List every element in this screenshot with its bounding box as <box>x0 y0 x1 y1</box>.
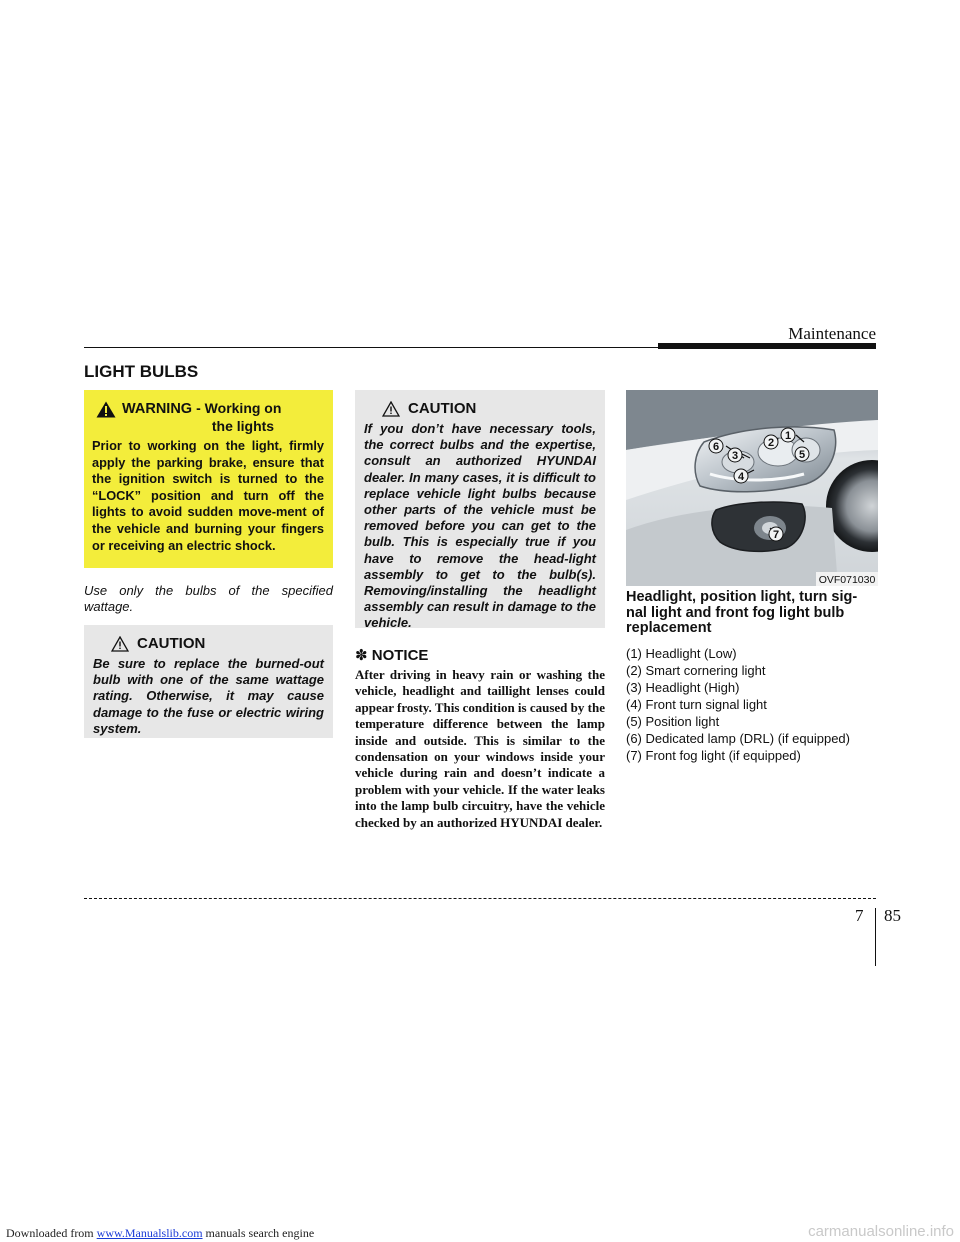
list-item: (5) Position light <box>626 714 720 729</box>
warning-label: WARNING <box>122 401 193 417</box>
notice-title: ✽ NOTICE <box>355 647 429 664</box>
caution-body: If you don’t have necessary tools, the correct bulbs and the expertise, consult an authorized HYUNDAI dealer. In many cases, it is difficult to replace vehicle light bulbs because other parts of the vehicle must be removed before you can get to the bulb. This is especially true if you have to remove the head-light assembly to get to the bulb(s). Removing/installing the headlight assembly can result in damage to the vehicle. <box>364 421 596 631</box>
subsection-title: Headlight, position light, turn sig-nal light and front fog light bulb replacement <box>626 589 858 636</box>
caution-box-tools <box>355 390 605 631</box>
chapter-number: 7 <box>855 906 864 925</box>
download-note <box>6 1226 314 1241</box>
callout-2: 2 <box>767 437 775 449</box>
caution-triangle-icon <box>111 636 129 652</box>
notice-body: After driving in heavy rain or washing the vehicle, headlight and taillight lenses could appear frosty. This condition is caused by the temperature difference between the lamp inside and outside. This is similar to the condensation on your windows inside your vehicle during rain and doesn’t indicate a problem with your vehicle. If the water leaks into the lamp bulb circuitry, have the vehicle checked by an authorized HYUNDAI dealer. <box>355 667 605 830</box>
callout-1: 1 <box>784 430 792 442</box>
list-item: (7) Front fog light (if equipped) <box>626 748 801 763</box>
list-item: (6) Dedicated lamp (DRL) (if equipped) <box>626 731 850 746</box>
caution-label: CAUTION <box>408 400 477 417</box>
callout-6: 6 <box>712 441 720 453</box>
caution-triangle-icon <box>382 401 400 417</box>
warning-triangle-icon <box>96 401 116 418</box>
download-note-suffix: manuals search engine <box>202 1226 315 1240</box>
section-title: Maintenance <box>788 324 876 343</box>
header-rule-thick <box>658 343 876 349</box>
callout-4: 4 <box>737 471 745 483</box>
manualslib-link[interactable]: www.Manualslib.com <box>96 1226 203 1240</box>
list-item: (4) Front turn signal light <box>626 697 767 712</box>
caution-title <box>111 635 324 652</box>
callout-3: 3 <box>731 450 739 462</box>
page-number-rule <box>875 908 876 966</box>
intro-text: Use only the bulbs of the specified wattage. <box>84 583 333 614</box>
download-note-prefix: Downloaded from <box>6 1226 97 1240</box>
callout-5: 5 <box>798 449 806 461</box>
warning-title <box>96 400 324 418</box>
parts-list <box>626 645 886 764</box>
caution-box-bulb <box>84 625 333 738</box>
callout-7: 7 <box>772 529 780 541</box>
figure-code: OVF071030 <box>818 574 876 586</box>
headlight-figure <box>626 390 878 586</box>
page-number: 85 <box>884 906 901 925</box>
list-item: (1) Headlight (Low) <box>626 646 737 661</box>
list-item: (3) Headlight (High) <box>626 680 740 695</box>
list-item: (2) Smart cornering light <box>626 663 766 678</box>
headlight-illustration <box>626 390 878 586</box>
page-divider <box>84 898 876 899</box>
caution-label: CAUTION <box>137 635 206 652</box>
warning-title-line2: the lights <box>211 418 275 434</box>
caution-body: Be sure to replace the burned-out bulb with one of the same wattage rating. Otherwise, it may cause damage to the fuse or electric wiring system. <box>93 656 324 736</box>
caution-title <box>382 400 596 417</box>
page-heading: LIGHT BULBS <box>84 362 199 381</box>
warning-title-text: - Working on <box>196 400 282 416</box>
warning-body: Prior to working on the light, firmly apply the parking brake, ensure that the ignition switch is turned to the “LOCK” position and turn off the lights to avoid sudden move-ment of the vehicle and burning your fingers or receiving an electric shock. <box>92 438 324 553</box>
header-rule <box>84 347 664 348</box>
watermark: carmanualsonline.info <box>808 1223 954 1240</box>
warning-box <box>84 390 333 568</box>
